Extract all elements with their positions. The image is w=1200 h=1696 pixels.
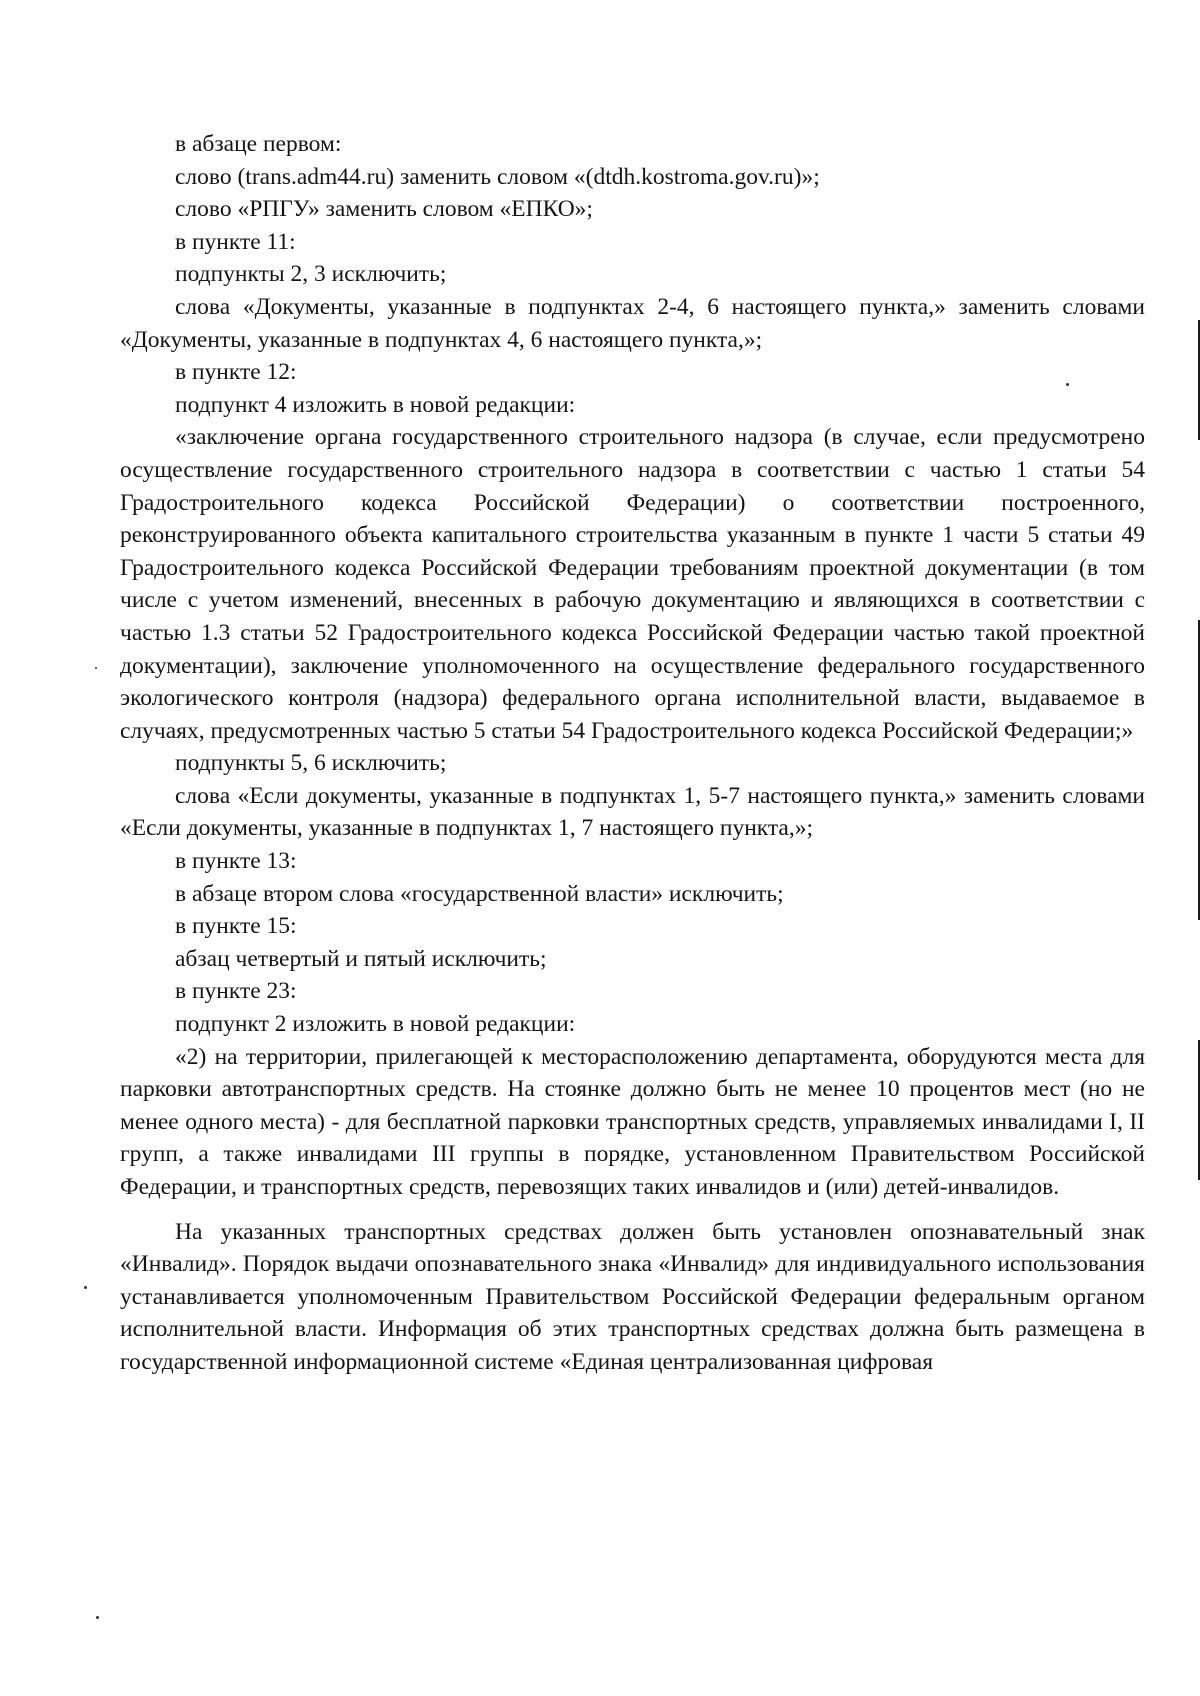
paragraph-17: подпункт 2 изложить в новой редакции: [175, 1011, 576, 1038]
paragraph-14: в пункте 15: [175, 913, 297, 940]
paragraph-19: На указанных транспортных средствах должен быть установлен опознавательный знак «Инвалид». Порядок выдачи опознавательного знака «Инвалид» для индивидуального использования устанавливается уполномоченным Правительством Российской Федерации федеральным органом исполнительной власти. Информация об этих транспортных средствах должна быть размещена в государственной информационной системе «Единая централизованная цифровая [120, 1218, 1145, 1375]
scan-speck [96, 1616, 99, 1619]
paragraph-15: абзац четвертый и пятый исключить; [175, 945, 547, 972]
paragraph-9: «заключение органа государственного строительного надзора (в случае, если предусмотрено осуществление государственного строительного надзора в соответствии с частью 1 статьи 54 Градостроительного кодекса Российской Федерации) о соответствии построенного, реконструированного объекта капитального строительства указанным в пункте 1 части 5 статьи 49 Градостроительного кодекса Российской Федерации требованиям проектной документации (в том числе с учетом изменений, внесенных в рабочую документацию и являющихся в соответствии с частью 1.3 статьи 52 Градостроительного кодекса Российской Федерации частью такой проектной документации), заключение уполномоченного на осуществление федерального государственного экологического контроля (надзора) федерального органа исполнительной власти, выдаваемое в случаях, предусмотренных частью 5 статьи 54 Градостроительного кодекса Российской Федерации;» [120, 424, 1145, 744]
paragraph-10: подпункты 5, 6 исключить; [175, 750, 447, 777]
paragraph-13: в абзаце втором слова «государственной власти» исключить; [175, 880, 784, 907]
paragraph-5: подпункты 2, 3 исключить; [175, 261, 447, 288]
paragraph-7: в пункте 12: [175, 359, 297, 386]
paragraph-3: слово «РПГУ» заменить словом «ЕПКО»; [175, 196, 593, 223]
scan-speck [1066, 383, 1069, 386]
paragraph-11: слова «Если документы, указанные в подпунктах 1, 5-7 настоящего пункта,» заменить словами «Если документы, указанные в подпунктах 1, 7 настоящего пункта,»; [120, 782, 1145, 842]
paragraph-18: «2) на территории, прилегающей к месторасположению департамента, оборудуются места для парковки автотранспортных средств. На стоянке должно быть не менее 10 процентов мест (но не менее одного места) - для бесплатной парковки транспортных средств, управляемых инвалидами I, II групп, а также инвалидами III группы в порядке, установленном Правительством Российской Федерации, и транспортных средств, перевозящих таких инвалидов и (или) детей-инвалидов. [120, 1043, 1145, 1200]
document-body [120, 128, 1145, 1379]
paragraph-12: в пункте 13: [175, 848, 297, 875]
paragraph-4: в пункте 11: [175, 228, 296, 255]
paragraph-2: слово (trans.adm44.ru) заменить словом «(dtdh.kostroma.gov.ru)»; [175, 163, 820, 190]
paragraph-gap [120, 1204, 1145, 1216]
paragraph-1: в абзаце первом: [175, 131, 342, 157]
paragraph-6: слова «Документы, указанные в подпунктах 2-4, 6 настоящего пункта,» заменить словами «Документы, указанные в подпунктах 4, 6 настоящего пункта,»; [120, 293, 1145, 353]
scan-speck [84, 1286, 87, 1289]
scan-speck [95, 667, 97, 669]
paragraph-16: в пункте 23: [175, 978, 297, 1005]
paragraph-8: подпункт 4 изложить в новой редакции: [175, 391, 576, 418]
